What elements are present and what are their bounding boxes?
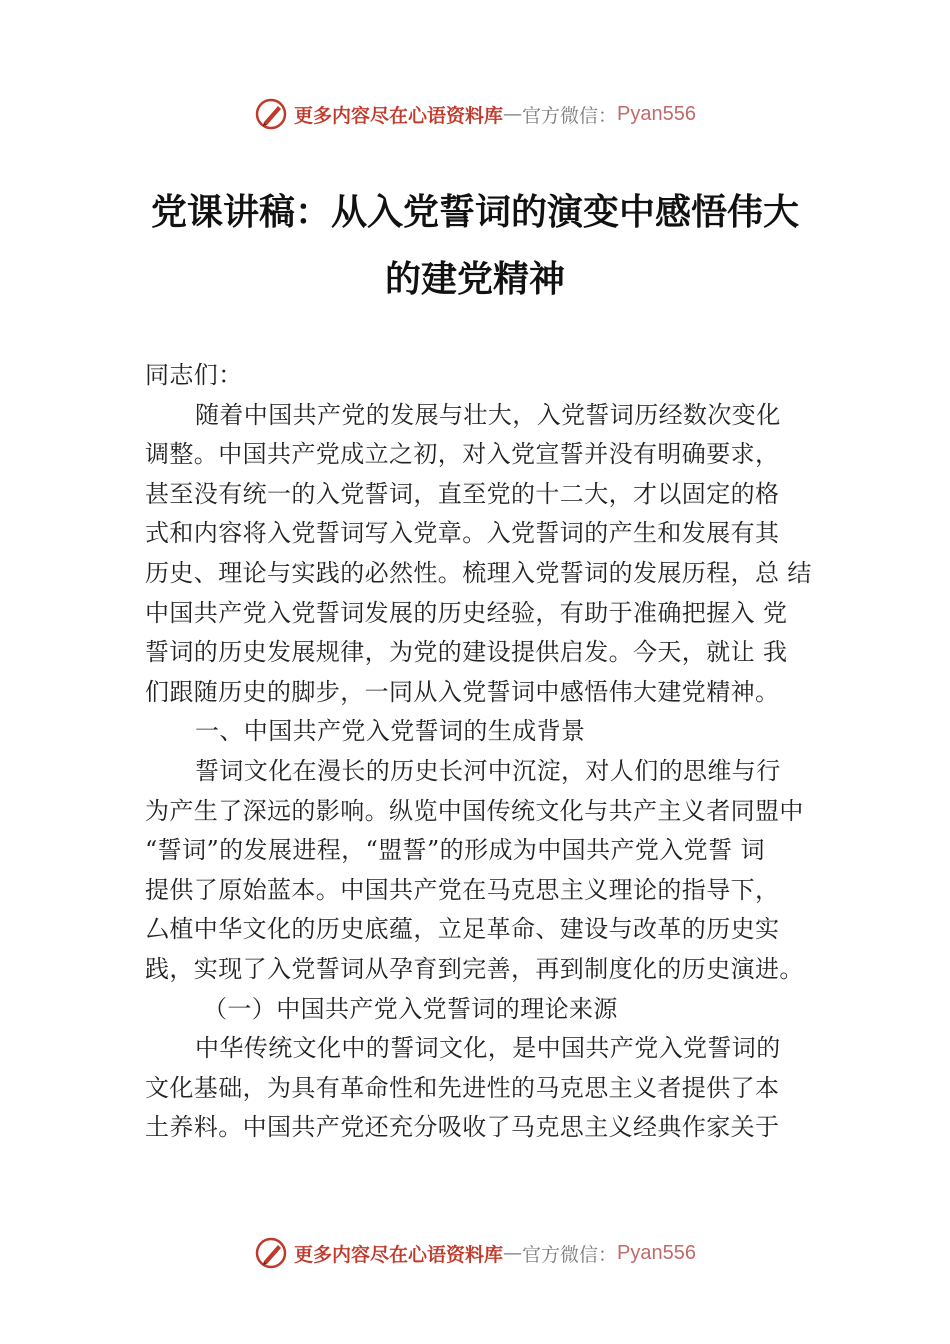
- body-line: 甚至没有统一的入党誓词，直至党的十二大，才以固定的格: [145, 479, 780, 508]
- subsection-heading-1: （一）中国共产党入党誓词的理论来源: [203, 994, 618, 1023]
- section-heading-1: 一、中国共产党入党誓词的生成背景: [195, 717, 586, 746]
- body-line: 中华传统文化中的誓词文化，是中国共产党入党誓词的: [195, 1034, 781, 1063]
- pen-logo-icon: [254, 1236, 288, 1270]
- body-line: 中国共产党入党誓词发展的历史经验，有助于准确把握入 党: [145, 598, 788, 627]
- body-line: 提供了原始蓝本。中国共产党在马克思主义理论的指导下，: [145, 875, 780, 904]
- body-line: 土养料。中国共产党还充分吸收了马克思主义经典作家关于: [145, 1113, 780, 1142]
- body-line: 誓词的历史发展规律，为党的建设提供启发。今天，就让 我: [145, 638, 788, 667]
- body-line: “誓词”的发展进程，“盟誓”的形成为中国共产党入党誓 词: [145, 836, 765, 865]
- watermark-dash: —: [503, 103, 523, 125]
- body-line: 文化基础，为具有革命性和先进性的马克思主义者提供了本: [145, 1073, 780, 1102]
- body-line: 历史、理论与实践的必然性。梳理入党誓词的发展历程，总 结: [145, 558, 812, 587]
- pen-logo-icon: [254, 97, 288, 131]
- body-line: 践，实现了入党誓词从孕育到完善，再到制度化的历史演进。: [145, 954, 804, 983]
- body-line: 们跟随历史的脚步，一同从入党誓词中感悟伟大建党精神。: [145, 677, 780, 706]
- watermark-site: 更多内容尽在心语资料库: [294, 1243, 504, 1266]
- footer-watermark: [0, 1233, 950, 1273]
- body-line: 为产生了深远的影响。纵览中国传统文化与共产主义者同盟中: [145, 796, 804, 825]
- body-line: 随着中国共产党的发展与壮大，入党誓词历经数次变化: [195, 400, 781, 429]
- watermark-site: 更多内容尽在心语资料库: [294, 104, 504, 127]
- watermark-wechat-id: Pyan556: [617, 102, 696, 125]
- body-line: 厶植中华文化的历史底蕴，立足革命、建设与改革的历史实: [145, 915, 780, 944]
- watermark-wechat-label: 官方微信：: [522, 104, 618, 127]
- body-line: 调整。中国共产党成立之初，对入党宣誓并没有明确要求，: [145, 440, 780, 469]
- salutation: 同志们：: [145, 361, 243, 389]
- watermark-wechat-label: 官方微信：: [522, 1243, 618, 1266]
- watermark-dash: —: [503, 1242, 523, 1264]
- body-line: 式和内容将入党誓词写入党章。入党誓词的产生和发展有其: [145, 519, 780, 548]
- document-title-line-1: 党课讲稿：从入党誓词的演变中感悟伟大: [150, 191, 799, 233]
- header-watermark: [0, 94, 950, 134]
- watermark-wechat-id: Pyan556: [617, 1241, 696, 1264]
- document-body: [145, 356, 835, 1148]
- body-line: 誓词文化在漫长的历史长河中沉淀，对人们的思维与行: [195, 756, 781, 785]
- document-title-line-2: 的建党精神: [384, 258, 565, 300]
